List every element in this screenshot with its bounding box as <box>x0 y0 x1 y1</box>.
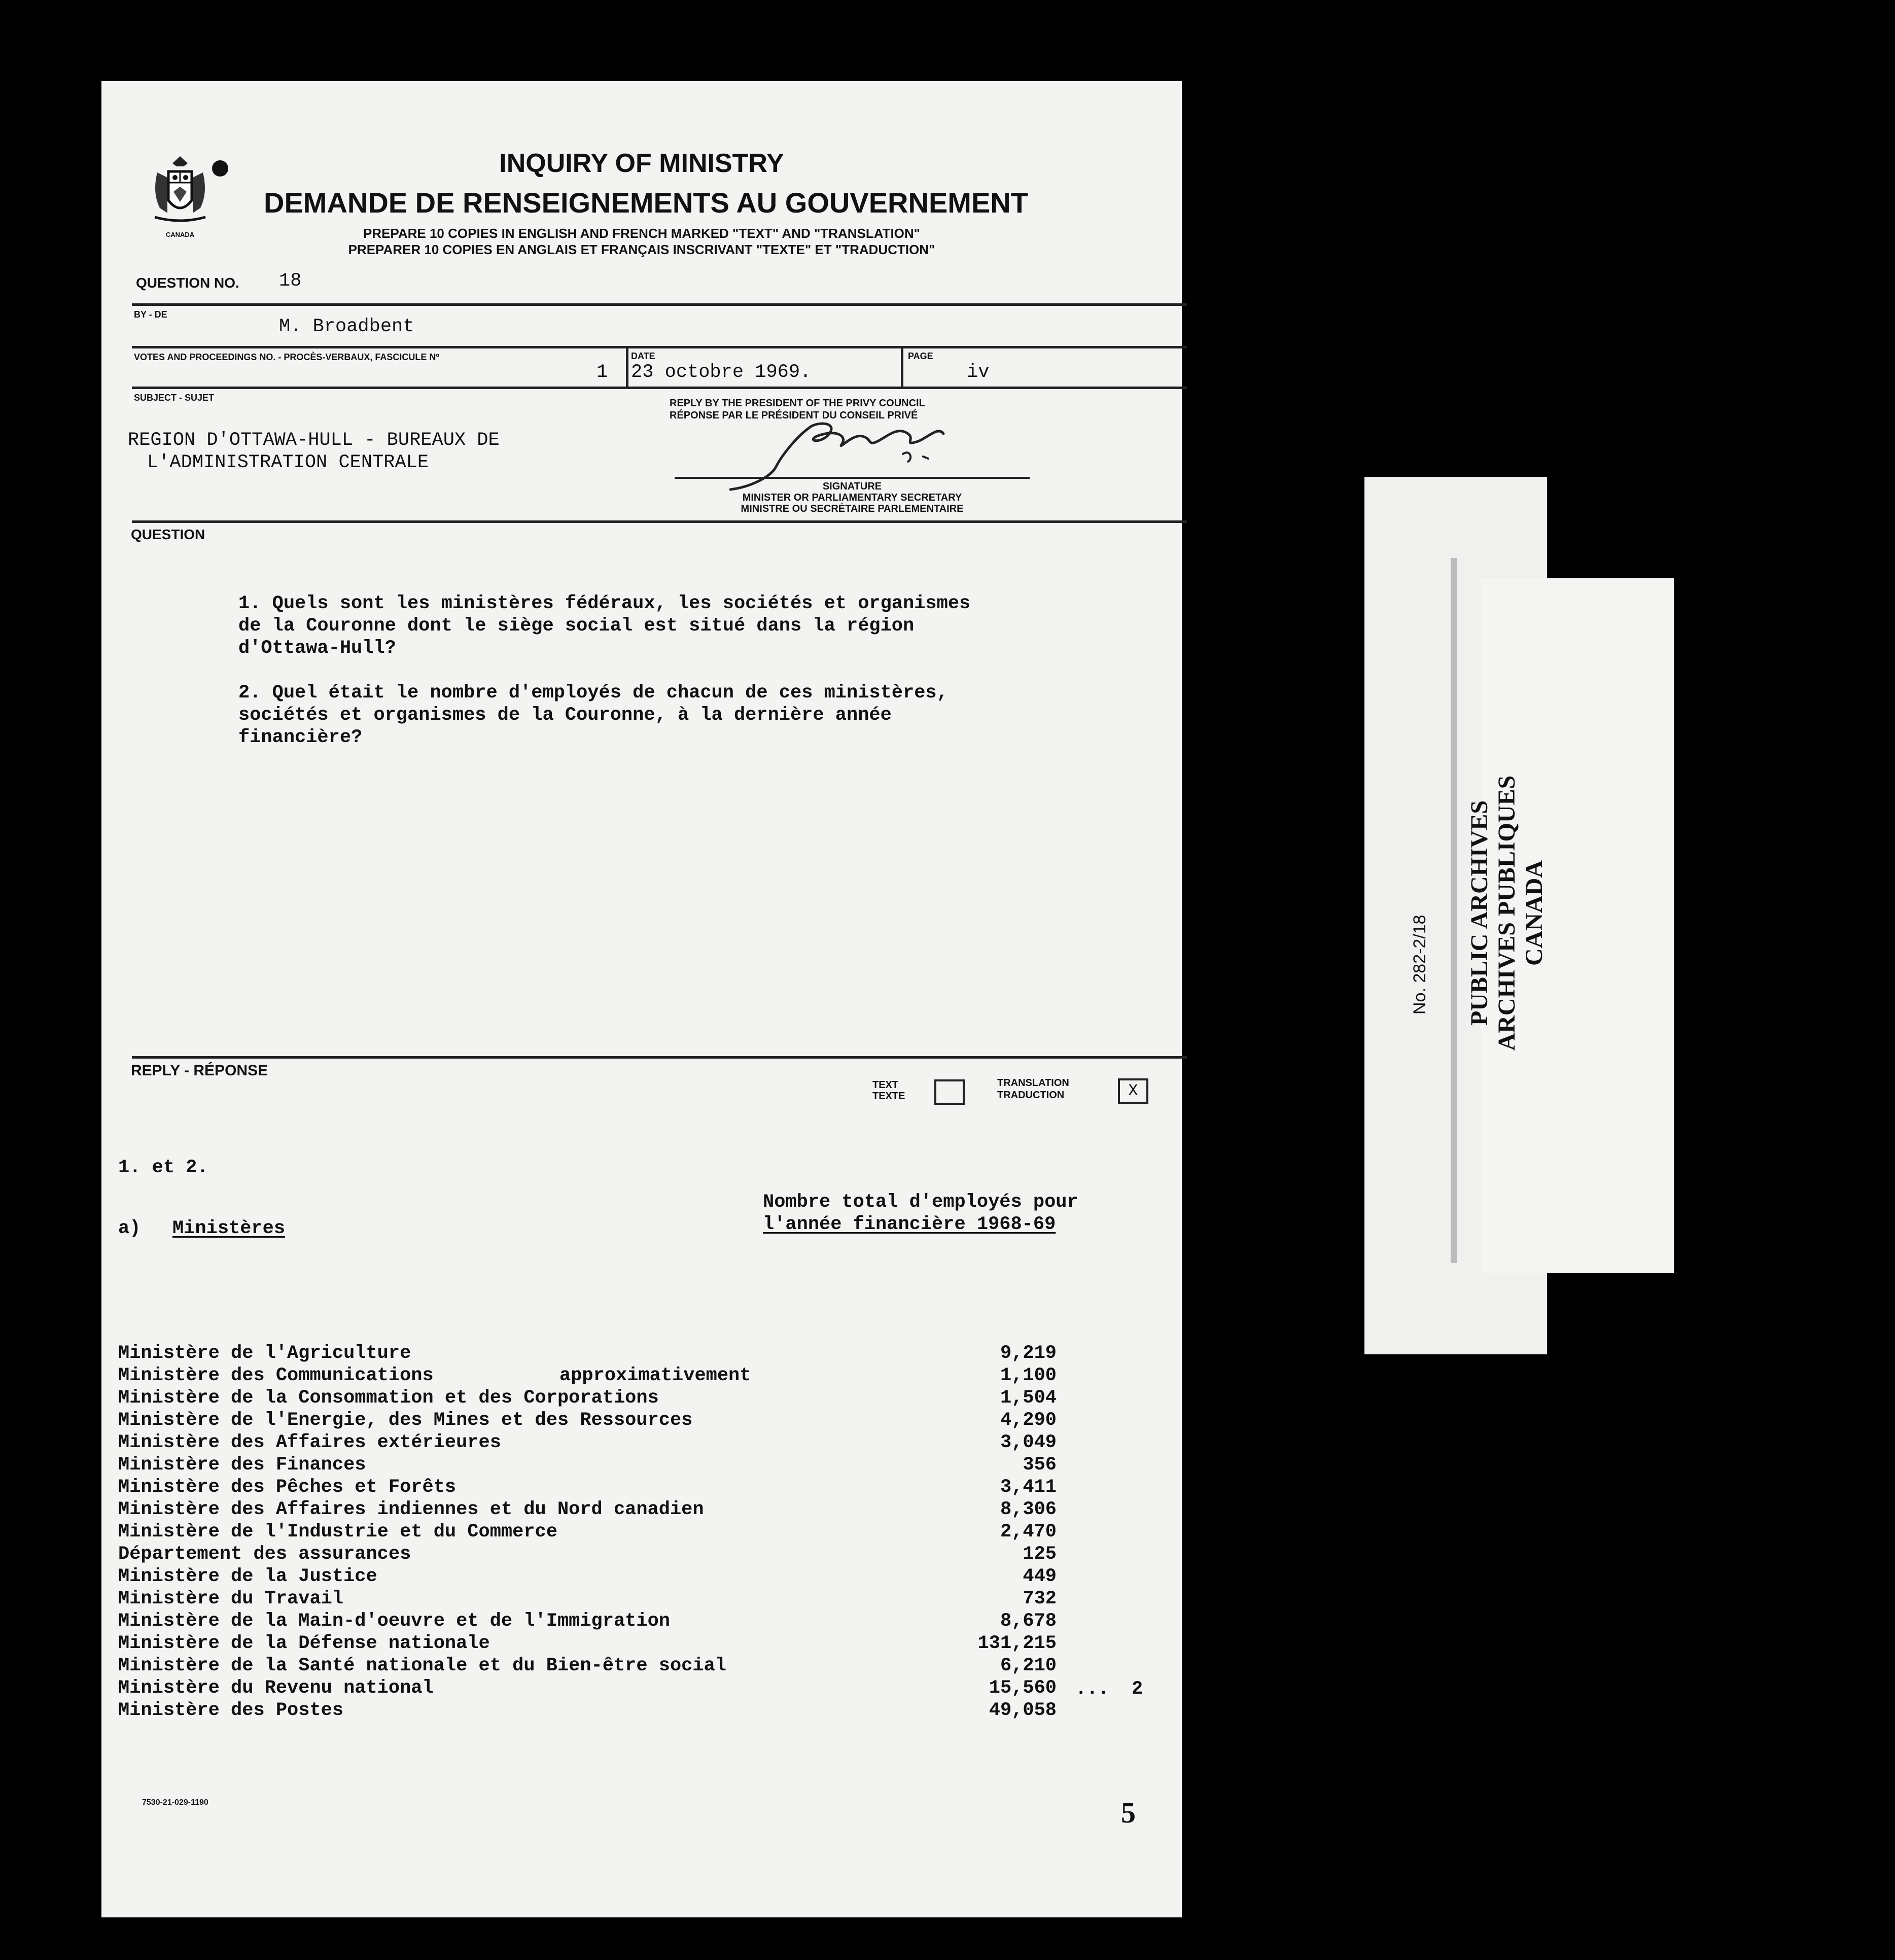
table-row <box>118 1632 1057 1655</box>
archive-number: No. 282-2/18 <box>1410 915 1429 1014</box>
employee-count: 125 <box>1023 1544 1057 1565</box>
employee-count: 9,219 <box>1000 1343 1057 1364</box>
employee-count: 2,470 <box>1000 1521 1057 1543</box>
table-row <box>118 1655 1057 1677</box>
continued-marker: ... 2 <box>1075 1678 1143 1700</box>
ministry-name: Ministère de l'Agriculture <box>118 1343 411 1364</box>
signature-label: SIGNATURE <box>822 481 882 492</box>
question-no-label: QUESTION NO. <box>136 275 239 291</box>
employee-count: 449 <box>1023 1566 1057 1587</box>
section-prefix: a) <box>118 1218 141 1239</box>
employee-count: 732 <box>1023 1588 1057 1609</box>
ministry-name: Ministère de la Défense nationale <box>118 1633 490 1654</box>
table-row <box>118 1610 1057 1632</box>
ministry-name: Ministère des Postes <box>118 1700 344 1721</box>
table-row <box>118 1588 1057 1610</box>
divider <box>626 346 628 387</box>
table-row <box>118 1409 1057 1431</box>
emblem-caption: CANADA <box>165 231 195 238</box>
column-header-line-2: l'année financière 1968-69 <box>763 1214 1056 1235</box>
ministry-note: approximativement <box>559 1365 751 1386</box>
document-page <box>101 81 1182 1917</box>
ministry-name: Ministère de l'Energie, des Mines et des Ressources <box>118 1410 693 1431</box>
ministry-name: Ministère des Finances <box>118 1454 366 1476</box>
employee-count: 4,290 <box>1000 1410 1057 1431</box>
ministry-name: Département des assurances <box>118 1544 411 1565</box>
reply-intro: 1. et 2. <box>118 1157 208 1178</box>
employee-count: 3,411 <box>1000 1477 1057 1498</box>
rule <box>132 520 1187 523</box>
title-english: INQUIRY OF MINISTRY <box>499 149 784 178</box>
table-row <box>118 1431 1057 1454</box>
reply-label: REPLY - RÉPONSE <box>131 1062 268 1079</box>
ministry-name: Ministère des Affaires indiennes et du Nord canadien <box>118 1499 704 1520</box>
ministry-name: Ministère de l'Industrie et du Commerce <box>118 1521 557 1543</box>
employee-count: 356 <box>1023 1454 1057 1476</box>
rule <box>132 1056 1187 1059</box>
question-1-line-2: de la Couronne dont le siège social est situé dans la région <box>238 615 915 637</box>
translation-label-english: TRANSLATION <box>997 1077 1069 1089</box>
translation-label-french: TRADUCTION <box>997 1090 1065 1101</box>
translation-checkbox[interactable]: X <box>1118 1078 1148 1104</box>
employee-count: 15,560 <box>989 1677 1057 1699</box>
date-value: 23 octobre 1969. <box>631 362 812 383</box>
form-code: 7530-21-029-1190 <box>142 1798 208 1807</box>
question-1-line-1: 1. Quels sont les ministères fédéraux, les sociétés et organismes <box>238 593 971 614</box>
subject-label: SUBJECT - SUJET <box>134 393 215 403</box>
employee-count: 1,504 <box>1000 1387 1057 1409</box>
table-row <box>118 1387 1057 1409</box>
question-2-line-1: 2. Quel était le nombre d'employés de chacun de ces ministères, <box>238 682 948 704</box>
employee-count: 6,210 <box>1000 1655 1057 1676</box>
archive-line-2: ARCHIVES PUBLIQUES <box>1493 775 1520 1051</box>
column-header-line-1: Nombre total d'employés pour <box>763 1192 1078 1213</box>
table-row <box>118 1699 1057 1722</box>
votes-value: 1 <box>596 362 608 383</box>
table-row <box>118 1565 1057 1588</box>
text-label-english: TEXT <box>872 1079 899 1091</box>
section-title: Ministères <box>172 1218 286 1239</box>
employee-count: 8,306 <box>1000 1499 1057 1520</box>
frame-number: 5 <box>1121 1796 1136 1829</box>
ministry-name: Ministère du Travail <box>118 1588 344 1609</box>
by-label: BY - DE <box>134 309 167 320</box>
table-row <box>118 1364 1057 1387</box>
reply-by-english: REPLY BY THE PRESIDENT OF THE PRIVY COUNCIL <box>670 398 925 409</box>
rule <box>132 346 1187 348</box>
ministry-name: Ministère des Pêches et Forêts <box>118 1477 457 1498</box>
question-2-line-3: financière? <box>238 727 363 748</box>
minister-french: MINISTRE OU SECRÉTAIRE PARLEMENTAIRE <box>741 503 964 514</box>
ministry-name: Ministère des Affaires extérieures <box>118 1432 501 1453</box>
text-checkbox[interactable] <box>934 1079 965 1105</box>
signature-line <box>675 477 1030 479</box>
subject-line-1: REGION D'OTTAWA-HULL - BUREAUX DE <box>128 430 500 451</box>
table-row <box>118 1521 1057 1543</box>
table-row <box>118 1476 1057 1498</box>
question-2-line-2: sociétés et organismes de la Couronne, à la dernière année <box>238 705 892 726</box>
instruction-french: PREPARER 10 COPIES EN ANGLAIS ET FRANÇAIS INSCRIVANT "TEXTE" ET "TRADUCTION" <box>348 242 935 257</box>
page-value: iv <box>967 362 990 383</box>
question-1-line-3: d'Ottawa-Hull? <box>238 638 396 659</box>
ministry-name: Ministère de la Santé nationale et du Bien-être social <box>118 1655 726 1676</box>
minister-english: MINISTER OR PARLIAMENTARY SECRETARY <box>742 492 962 503</box>
text-label-french: TEXTE <box>872 1091 905 1102</box>
table-row <box>118 1498 1057 1521</box>
archive-tag-text-block <box>1405 761 1648 1065</box>
ministry-name: Ministère de la Consommation et des Corporations <box>118 1387 659 1409</box>
rule <box>132 387 1187 389</box>
archive-line-1: PUBLIC ARCHIVES <box>1466 800 1493 1026</box>
by-value: M. Broadbent <box>279 316 414 337</box>
employee-count: 8,678 <box>1000 1611 1057 1632</box>
table-row <box>118 1677 1057 1699</box>
table-row <box>118 1543 1057 1565</box>
reply-by-french: RÉPONSE PAR LE PRÉSIDENT DU CONSEIL PRIVÉ <box>670 410 918 421</box>
table-row <box>118 1342 1057 1364</box>
rule <box>132 303 1187 306</box>
employee-count: 1,100 <box>1000 1365 1057 1386</box>
divider <box>901 346 903 387</box>
ministry-name: Ministère de la Main-d'oeuvre et de l'Immigration <box>118 1611 670 1632</box>
archive-line-3: CANADA <box>1521 860 1548 966</box>
votes-label: VOTES AND PROCEEDINGS NO. - PROCÈS-VERBAUX, FASCICULE Nº <box>134 352 439 362</box>
handwritten-signature <box>720 406 984 492</box>
employee-count: 131,215 <box>977 1633 1057 1654</box>
date-label: DATE <box>631 351 655 361</box>
title-french: DEMANDE DE RENSEIGNEMENTS AU GOUVERNEMENT <box>264 187 1028 219</box>
question-label: QUESTION <box>131 527 205 542</box>
employee-count: 49,058 <box>989 1700 1057 1721</box>
ministry-name: Ministère du Revenu national <box>118 1677 434 1699</box>
employee-count: 3,049 <box>1000 1432 1057 1453</box>
ministry-name: Ministère des Communications <box>118 1365 434 1386</box>
page-label: PAGE <box>908 351 933 361</box>
subject-line-2: L'ADMINISTRATION CENTRALE <box>147 452 429 473</box>
instruction-english: PREPARE 10 COPIES IN ENGLISH AND FRENCH MARKED "TEXT" AND "TRANSLATION" <box>363 226 921 241</box>
question-no-value: 18 <box>279 270 302 292</box>
ministry-name: Ministère de la Justice <box>118 1566 377 1587</box>
table-row <box>118 1454 1057 1476</box>
